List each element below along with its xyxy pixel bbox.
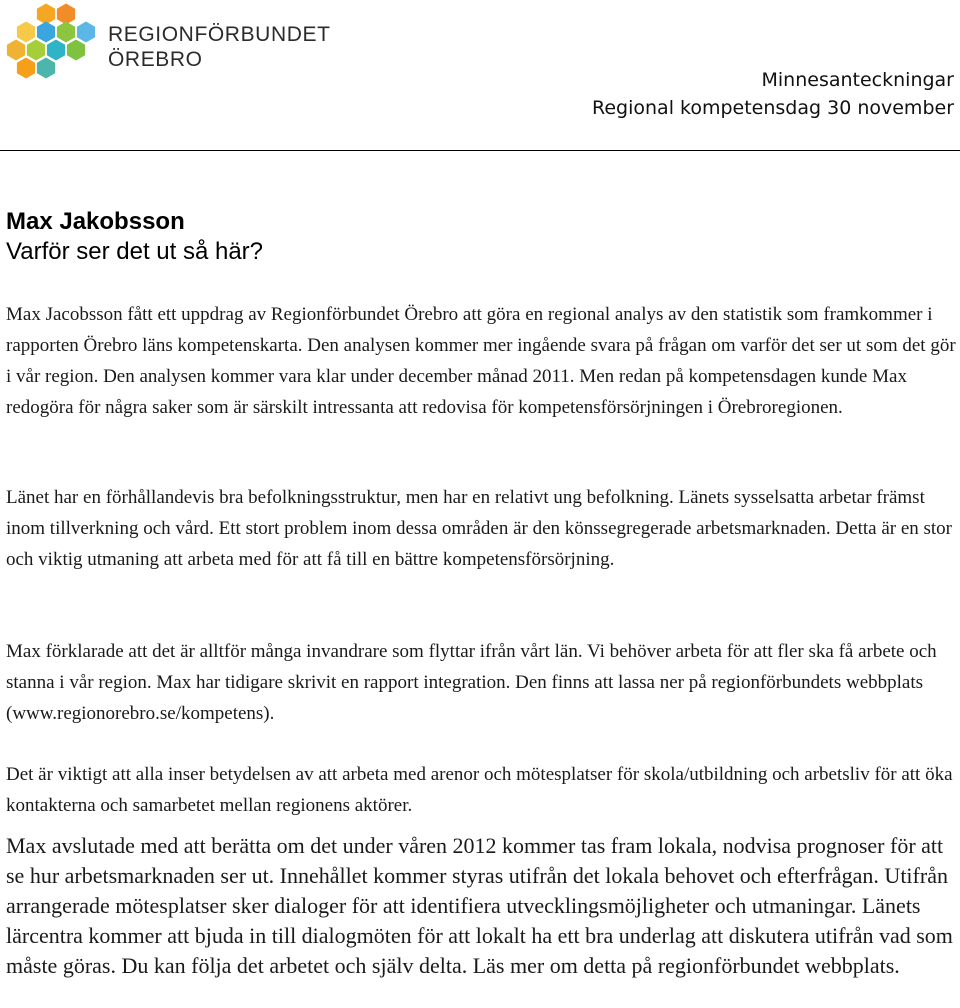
organization-name-line2: ÖREBRO [108,48,203,71]
paragraph-integration: Max förklarade att det är alltför många invandrare som flyttar ifrån vårt län. Vi behöver arbeta för att fler ska få arbete och stanna i vår region. Max har tidigare skrivit en rapport integration. Den finns att lassa ner på regionförbundets webbplats (www.regionorebro.se/kompetens). [6,641,937,724]
section-title [6,207,263,267]
header-divider [0,150,960,151]
regionforbundet-logo [4,2,104,88]
section-subtitle: Varför ser det ut så här? [6,238,264,265]
document-type: Minnesanteckningar [761,69,954,91]
paragraph-analysis: Max Jacobsson fått ett uppdrag av Regionförbundet Örebro att göra en regional analys av den statistik som framkommer i rapporten Örebro läns kompetenskarta. Den analysen kommer mer ingående svara på frågan om varför det ser ut som det gör i vår region. Den analysen kommer vara klar under december månad 2011. Men redan på kompetensdagen kunde Max redogöra för några saker som är särskilt intressanta att redovisa för kompetensförsörjningen i Örebroregionen. [6,304,956,418]
logo-hexagon [57,22,75,43]
logo-hexagon [67,40,85,61]
event-name: Regional kompetensdag 30 november [592,97,954,119]
document-header [592,66,954,122]
logo-hexagon [17,22,35,43]
paragraph-population: Länet har en förhållandevis bra befolkningsstruktur, men har en relativt ung befolkning. Länets sysselsatta arbetar främst inom tillverkning och vård. Ett stort problem inom dessa områden är den könssegregerade arbetsmarknaden. Detta är en stor och viktig utmaning att arbeta med för att få till en bättre kompetensförsörjning. [6,487,953,570]
logo-hexagon [17,58,35,79]
logo-hexagon [37,22,55,43]
logo-hexagon [57,4,75,25]
logo-hexagon [7,40,25,61]
logo-hexagon [37,58,55,79]
logo-hexagon [27,40,45,61]
organization-name [108,22,331,72]
logo-hexagon [47,40,65,61]
paragraph-meeting-places: Det är viktigt att alla inser betydelsen av att arbeta med arenor och mötesplatser för skola/utbildning och arbetsliv för att öka kontakterna och samarbetet mellan regionens aktörer. [6,764,953,816]
logo-hexagon [37,4,55,25]
paragraph-forecasts: Max avslutade med att berätta om det under våren 2012 kommer tas fram lokala, nodvisa prognoser för att se hur arbetsmarknaden ser ut. Innehållet kommer styras utifrån det lokala behovet och efterfrågan. Utifrån arrangerade mötesplatser sker dialoger för att identifiera utvecklingsmöjligheter och utmaningar. Länets lärcentra kommer att bjuda in till dialogmöten för att lokalt ha ett bra underlag att diskutera utifrån vad som måste göras. Du kan följa det arbetet och själv delta. Läs mer om detta på regionförbundet webbplats. [6,833,953,978]
speaker-name: Max Jakobsson [6,208,185,235]
organization-name-line1: REGIONFÖRBUNDET [108,23,331,46]
logo-hexagon [77,22,95,43]
